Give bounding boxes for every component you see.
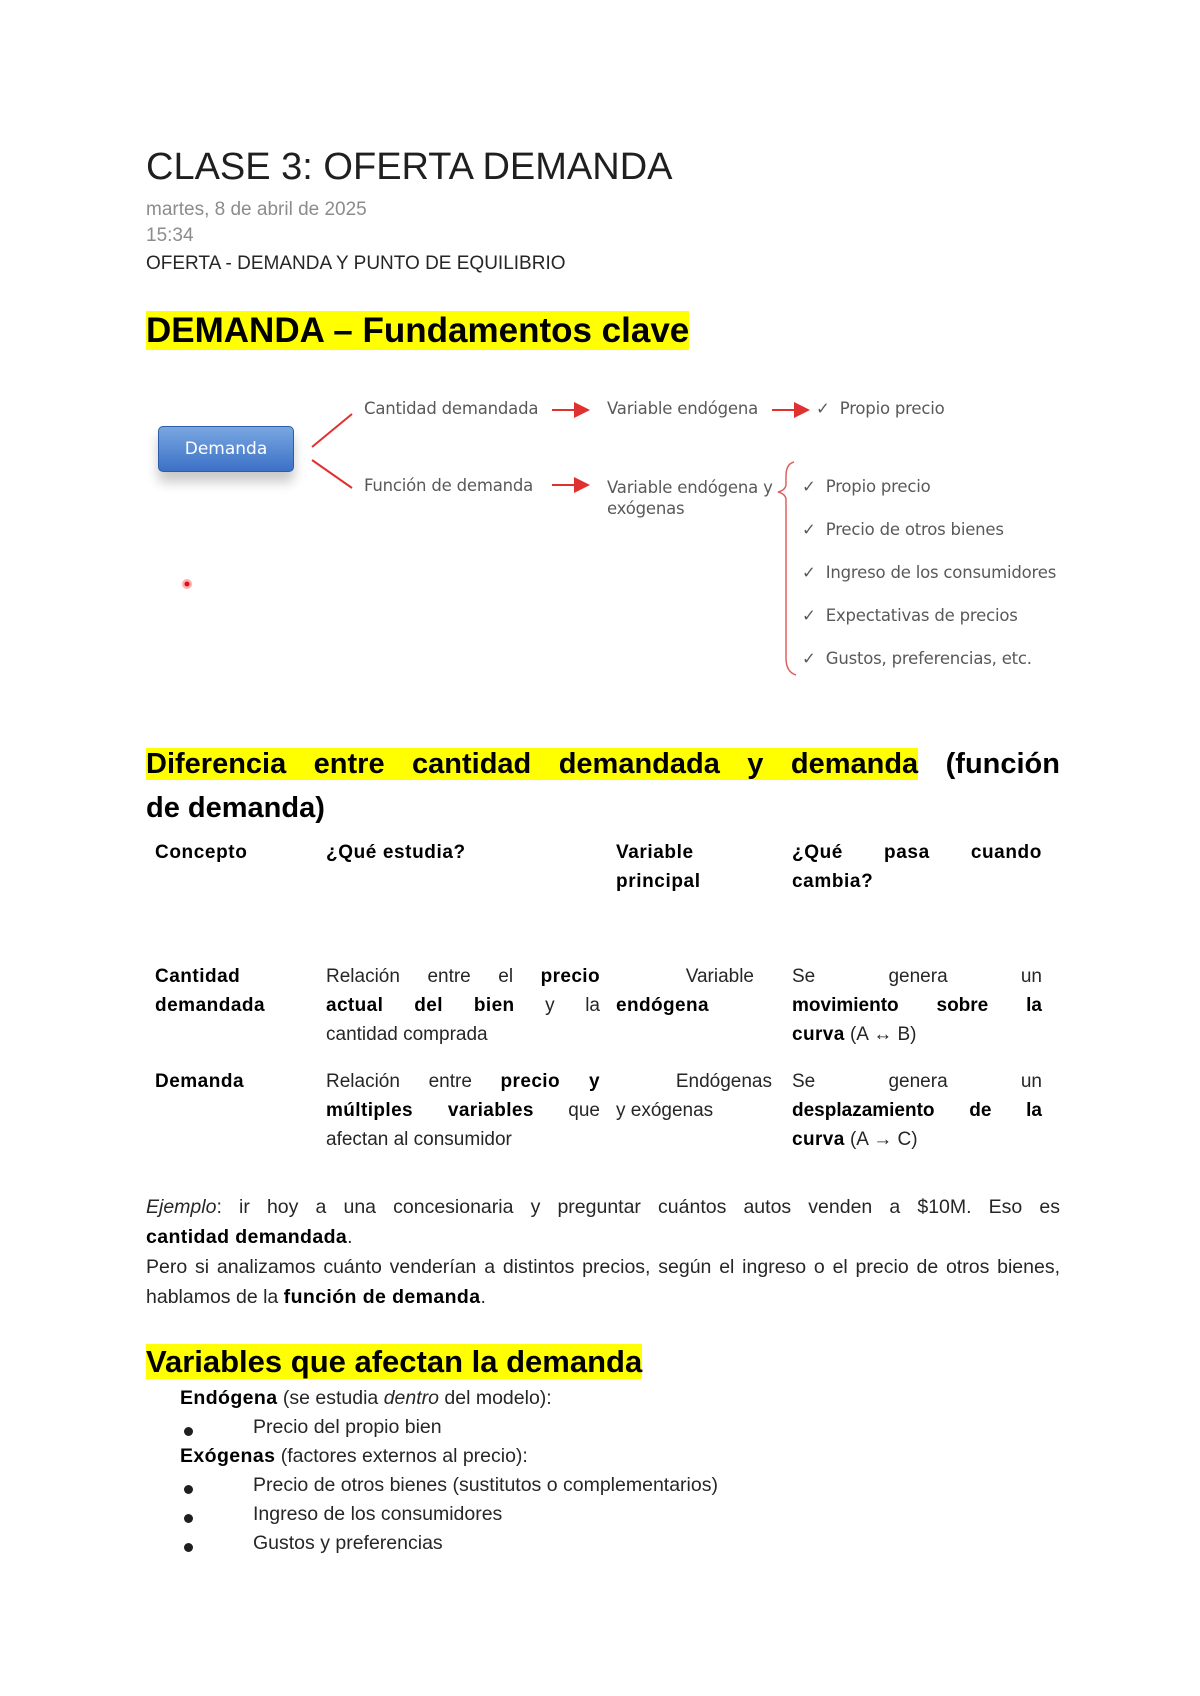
bullet-icon [184, 1427, 193, 1436]
page-title: CLASE 3: OFERTA DEMANDA [146, 146, 673, 188]
diagram-funcion-demanda: Función de demanda [364, 476, 534, 495]
check-icon: ✓ [802, 606, 816, 625]
list-item: Ingreso de los consumidores [253, 1503, 503, 1525]
table-row-estudia: Relación entre precio y múltiples variables que afectan al consumidor [326, 1071, 600, 1150]
diagram-item: ✓ Ingreso de los consumidores [802, 563, 1057, 582]
example-paragraph: Ejemplo: ir hoy a una concesionaria y preguntar cuántos autos venden a $10M. Eso es cantidad demandada. Pero si analizamos cuánto venderían a distintos precios, según el ingreso o el precio de otros bienes, hablamos de la función de demanda. [146, 1196, 1060, 1308]
diagram-item: ✓ Precio de otros bienes [802, 520, 1004, 539]
bullet-icon [184, 1485, 193, 1494]
page-date: martes, 8 de abril de 2025 [146, 199, 367, 220]
section-diferencia-heading: Diferencia entre cantidad demandada y demanda (función de demanda) [146, 748, 1060, 824]
bullet-icon [184, 1543, 193, 1552]
page-subtitle: OFERTA - DEMANDA Y PUNTO DE EQUILIBRIO [146, 253, 566, 274]
list-item: Gustos y preferencias [253, 1532, 443, 1554]
highlighted-heading: Variables que afectan la demanda [146, 1344, 643, 1379]
diagram-variable-endogena-exogenas-l2: exógenas [607, 499, 685, 518]
check-icon: ✓ [802, 520, 816, 539]
table-row-variable: Endógenas y exógenas [616, 1071, 772, 1121]
diagram-cantidad-demandada: Cantidad demandada [364, 399, 539, 418]
diagram-variable-endogena: Variable endógena [607, 399, 759, 418]
diagram-item: ✓ Expectativas de precios [802, 606, 1018, 625]
table-header: Variable principal [616, 842, 701, 892]
exogenas-label-line: Exógenas (factores externos al precio): [180, 1445, 528, 1467]
demanda-box: Demanda [158, 426, 294, 472]
diagram-item: ✓ Propio precio [802, 477, 931, 496]
table-header: ¿Qué pasa cuando cambia? [792, 842, 1042, 892]
check-icon: ✓ [802, 563, 816, 582]
check-icon: ✓ [802, 477, 816, 496]
section-variables-heading [146, 1341, 642, 1383]
highlighted-heading: Diferencia entre cantidad demandada y demanda [146, 748, 919, 780]
table-row-cambio: Se genera un movimiento sobre la curva (A ↔ B) [792, 966, 1042, 1045]
diagram-variable-endogena-exogenas-l1: Variable endógena y [607, 478, 773, 497]
bullet-icon [184, 1514, 193, 1523]
check-icon: ✓ [802, 649, 816, 668]
table-row-concept: Cantidad demandada [155, 966, 266, 1016]
highlighted-heading: DEMANDA – Fundamentos clave [146, 311, 690, 350]
diagram-item: ✓ Propio precio [816, 399, 945, 418]
table-row-estudia: Relación entre el precio actual del bien y la cantidad comprada [326, 966, 600, 1045]
table-row-concept: Demanda [155, 1071, 245, 1092]
table-row-cambio: Se genera un desplazamiento de la curva (A → C) [792, 1071, 1042, 1150]
list-item: Precio del propio bien [253, 1416, 442, 1438]
page-time: 15:34 [146, 225, 194, 246]
endogena-label-line: Endógena (se estudia dentro del modelo): [180, 1387, 552, 1409]
table-row-variable: Variable endógena [616, 966, 754, 1016]
list-item: Precio de otros bienes (sustitutos o complementarios) [253, 1474, 718, 1496]
table-header: Concepto [155, 842, 248, 863]
table-header: ¿Qué estudia? [326, 842, 466, 863]
diagram-item: ✓ Gustos, preferencias, etc. [802, 649, 1032, 668]
check-icon: ✓ [816, 399, 830, 418]
